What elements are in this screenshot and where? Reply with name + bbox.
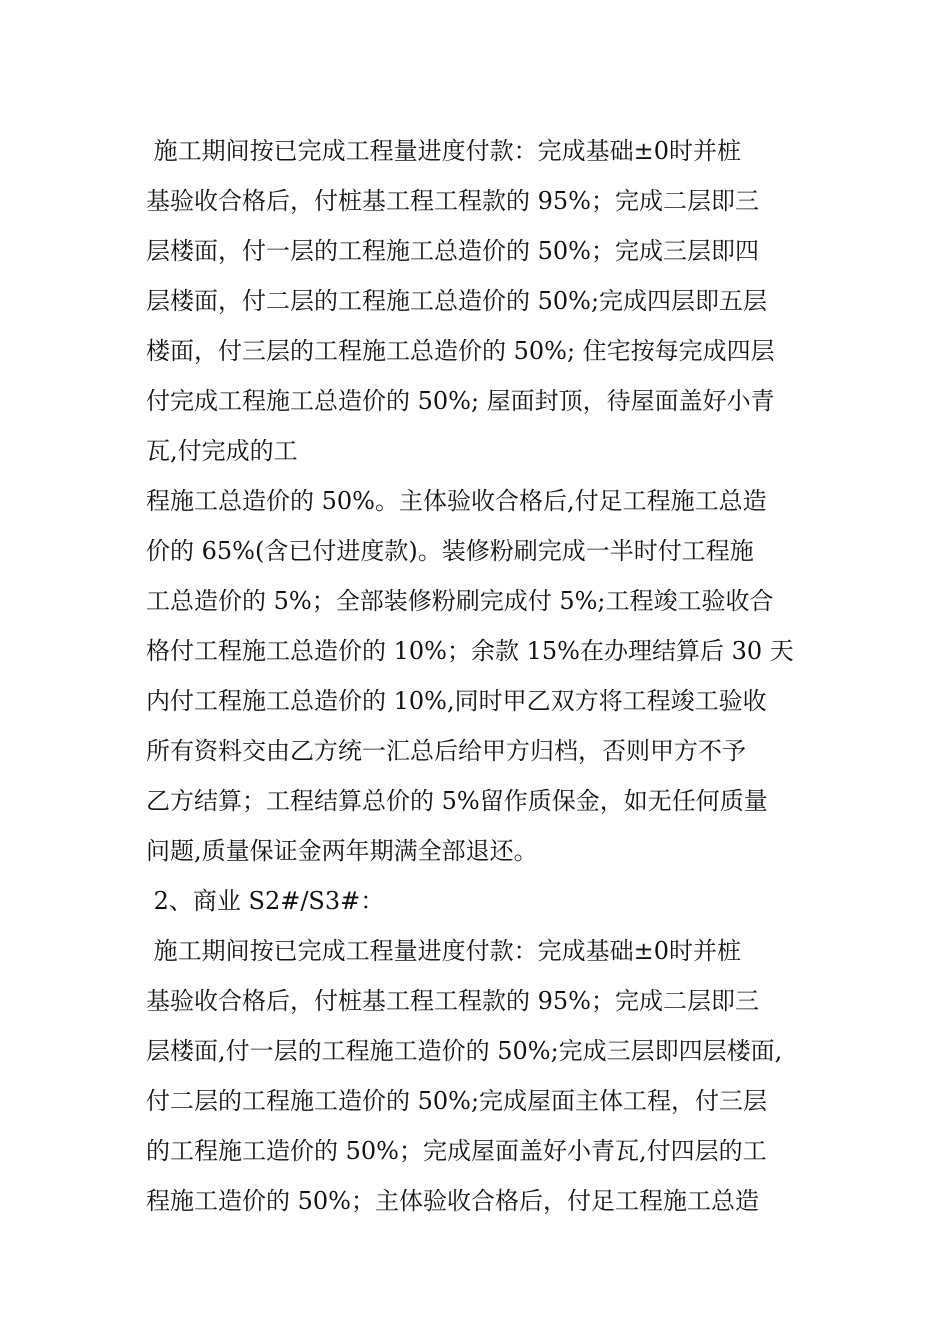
text-line: 基验收合格后，付桩基工程工程款的 95%；完成二层即三: [146, 987, 759, 1015]
text-line: 楼面，付三层的工程施工总造价的 50%; 住宅按每完成四层: [146, 337, 775, 365]
text-line: 乙方结算；工程结算总价的 5%留作质保金，如无任何质量: [146, 787, 768, 815]
text-line: 付二层的工程施工造价的 50%;完成屋面主体工程，付三层: [146, 1087, 768, 1115]
text-line: 层楼面,付一层的工程施工造价的 50%;完成三层即四层楼面,: [146, 1037, 783, 1065]
text-line: 价的 65%(含已付进度款)。装修粉刷完成一半时付工程施: [146, 537, 754, 565]
text-line: 内付工程施工总造价的 10%,同时甲乙双方将工程竣工验收: [146, 687, 767, 715]
text-line: 施工期间按已完成工程量进度付款：完成基础±0时并桩: [146, 937, 742, 965]
section-heading: 2、商业 S2#/S3#：: [146, 887, 385, 915]
text-line: 程施工造价的 50%；主体验收合格后，付足工程施工总造: [146, 1187, 759, 1215]
text-line: 层楼面，付一层的工程施工总造价的 50%；完成三层即四: [146, 237, 759, 265]
text-line: 工总造价的 5%；全部装修粉刷完成付 5%;工程竣工验收合: [146, 587, 774, 615]
text-line: 所有资料交由乙方统一汇总后给甲方归档，否则甲方不予: [146, 737, 746, 765]
text-line: 层楼面，付二层的工程施工总造价的 50%;完成四层即五层: [146, 287, 768, 315]
text-line: 付完成工程施工总造价的 50%; 屋面封顶，待屋面盖好小青: [146, 387, 775, 415]
text-line: 瓦,付完成的工: [146, 437, 298, 465]
text-line: 基验收合格后，付桩基工程工程款的 95%；完成二层即三: [146, 187, 759, 215]
text-line: 施工期间按已完成工程量进度付款：完成基础±0时并桩: [146, 137, 742, 165]
text-line: 的工程施工造价的 50%；完成屋面盖好小青瓦,付四层的工: [146, 1137, 767, 1165]
text-line: 问题,质量保证金两年期满全部退还。: [146, 837, 538, 865]
text-line: 格付工程施工总造价的 10%；余款 15%在办理结算后 30 天: [146, 637, 794, 665]
document-body-text: [146, 126, 816, 1226]
text-line: 程施工总造价的 50%。主体验收合格后,付足工程施工总造: [146, 487, 767, 515]
